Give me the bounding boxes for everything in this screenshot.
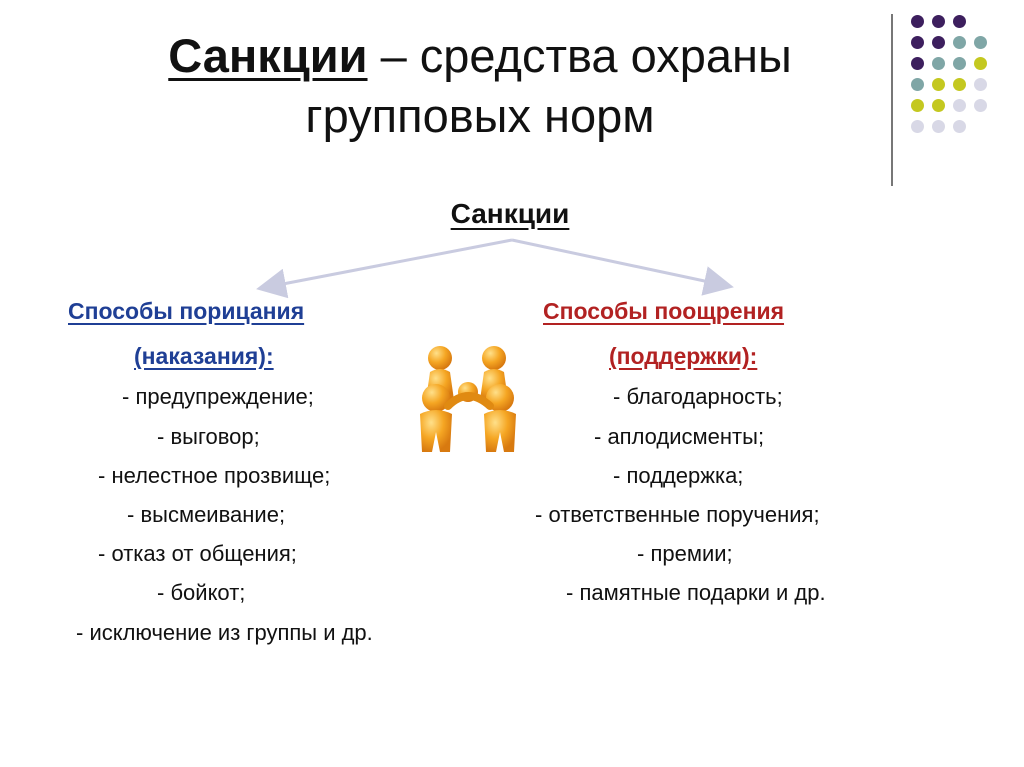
- title-rest: – средства охраны: [367, 29, 792, 82]
- arrow-right: [512, 240, 728, 286]
- left-item: - предупреждение;: [122, 384, 314, 409]
- center-label: Санкции: [450, 198, 570, 229]
- title-line2: групповых норм: [305, 89, 655, 142]
- left-item: - высмеивание;: [127, 502, 286, 527]
- right-subheading: (поддержки):: [609, 343, 758, 369]
- left-item: - отказ от общения;: [98, 541, 297, 566]
- right-item: - благодарность;: [613, 384, 783, 409]
- left-heading: Способы порицания: [68, 298, 305, 324]
- left-item: - выговор;: [157, 424, 260, 449]
- right-heading: Способы поощрения: [543, 298, 785, 324]
- left-item: - бойкот;: [157, 580, 246, 605]
- right-item: - аплодисменты;: [594, 424, 765, 449]
- right-item: - премии;: [637, 541, 733, 566]
- teamwork-figures-icon: [410, 340, 528, 458]
- left-item: - нелестное прозвище;: [98, 463, 331, 488]
- right-item: - ответственные поручения;: [535, 502, 820, 527]
- right-item: - поддержка;: [613, 463, 744, 488]
- left-subheading: (наказания):: [134, 343, 274, 369]
- left-item: - исключение из группы и др.: [76, 620, 373, 645]
- title-keyword: Санкции: [168, 29, 368, 82]
- arrow-left: [262, 240, 512, 288]
- right-item: - памятные подарки и др.: [566, 580, 826, 605]
